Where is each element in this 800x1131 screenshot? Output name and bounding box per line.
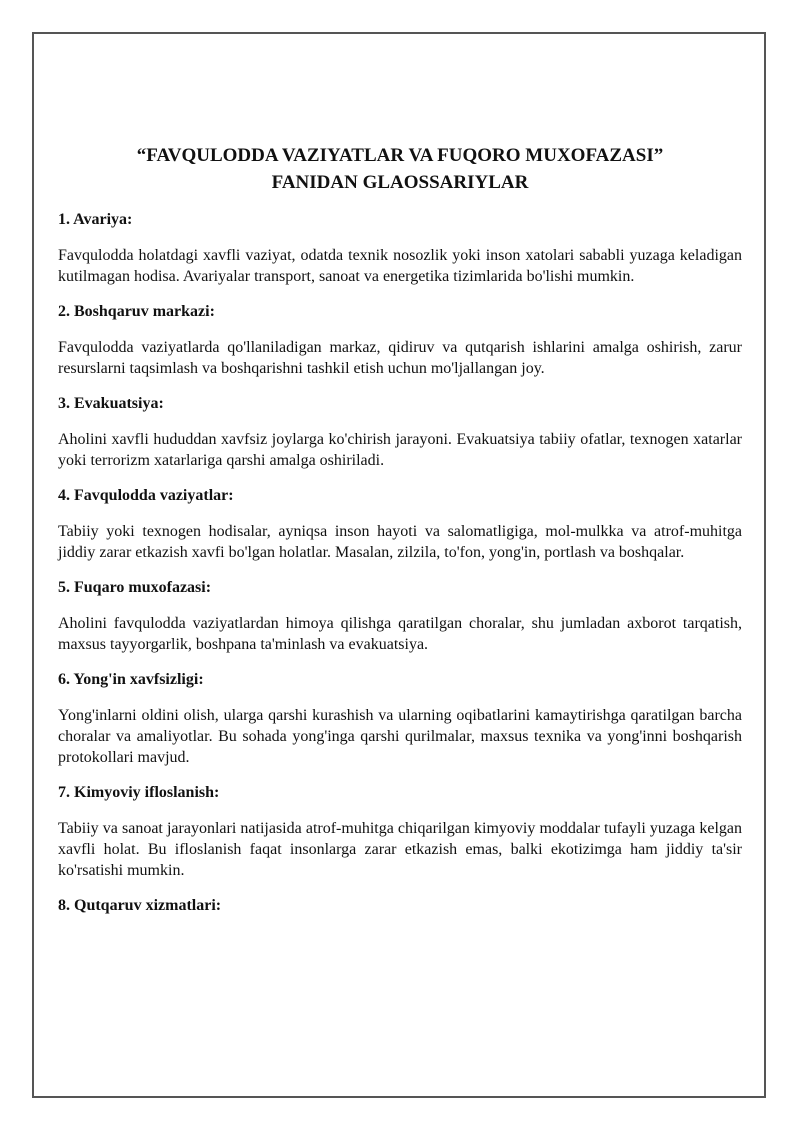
entry-term: 8. Qutqaruv xizmatlari: <box>58 897 222 914</box>
entry-term: 1. Avariya: <box>58 211 133 228</box>
glossary-entry-7 <box>58 783 742 881</box>
entry-definition: Favqulodda holatdagi xavfli vaziyat, odatda texnik nosozlik yoki inson xatolari sababli yuzaga keladigan kutilmagan hodisa. Avariyalar transport, sanoat va energetika tizimlarida bo'lishi mumkin. <box>58 247 742 285</box>
title-line-1: “FAVQULODDA VAZIYATLAR VA FUQORO MUXOFAZASI” <box>136 145 664 166</box>
glossary-entry-3 <box>58 394 742 471</box>
glossary-entry-5 <box>58 578 742 655</box>
entry-definition: Aholini xavfli hududdan xavfsiz joylarga ko'chirish jarayoni. Evakuatsiya tabiiy ofatlar, texnogen xatarlar yoki terrorizm xatarlariga qarshi amalga oshiriladi. <box>58 431 742 469</box>
entry-term: 4. Favqulodda vaziyatlar: <box>58 487 234 504</box>
glossary-entry-6 <box>58 670 742 768</box>
entry-definition: Favqulodda vaziyatlarda qo'llaniladigan markaz, qidiruv va qutqarish ishlarini amalga oshirish, zarur resurslarni taqsimlash va boshqarishni tashkil etish uchun mo'ljallangan joy. <box>58 339 742 377</box>
entry-term: 3. Evakuatsiya: <box>58 395 164 412</box>
entry-definition: Aholini favqulodda vaziyatlardan himoya qilishga qaratilgan choralar, shu jumladan axborot tarqatish, maxsus tayyorgarlik, boshpana ta'minlash va evakuatsiya. <box>58 615 742 653</box>
entry-term: 5. Fuqaro muxofazasi: <box>58 579 212 596</box>
entry-term: 7. Kimyoviy ifloslanish: <box>58 784 220 801</box>
title-line-2: FANIDAN GLAOSSARIYLAR <box>271 172 529 193</box>
entry-definition: Tabiiy yoki texnogen hodisalar, ayniqsa inson hayoti va salomatligiga, mol-mulkka va atrof-muhitga jiddiy zarar etkazish xavfi bo'lgan holatlar. Masalan, zilzila, to'fon, yong'in, portlash va boshqalar. <box>58 523 742 561</box>
entry-term: 2. Boshqaruv markazi: <box>58 303 215 320</box>
glossary-entry-4 <box>58 486 742 563</box>
page-frame <box>32 32 766 1098</box>
entry-definition: Yong'inlarni oldini olish, ularga qarshi kurashish va ularning oqibatlarini kamaytirishga qaratilgan barcha choralar va amaliyotlar. Bu sohada yong'inga qarshi qurilmalar, maxsus texnika va yong'inni boshqarish protokollari mavjud. <box>58 707 742 766</box>
glossary-entry-2 <box>58 302 742 379</box>
glossary-entry-1 <box>58 210 742 287</box>
document-title <box>58 142 742 196</box>
document-body <box>58 142 742 931</box>
entry-definition: Tabiiy va sanoat jarayonlari natijasida atrof-muhitga chiqarilgan kimyoviy moddalar tufayli yuzaga kelgan xavfli holat. Bu ifloslanish faqat insonlarga zarar etkazish emas, balki ekotizimga ham jiddiy ta'sir ko'rsatishi mumkin. <box>58 820 742 879</box>
glossary-entry-8 <box>58 896 742 916</box>
entry-term: 6. Yong'in xavfsizligi: <box>58 671 204 688</box>
